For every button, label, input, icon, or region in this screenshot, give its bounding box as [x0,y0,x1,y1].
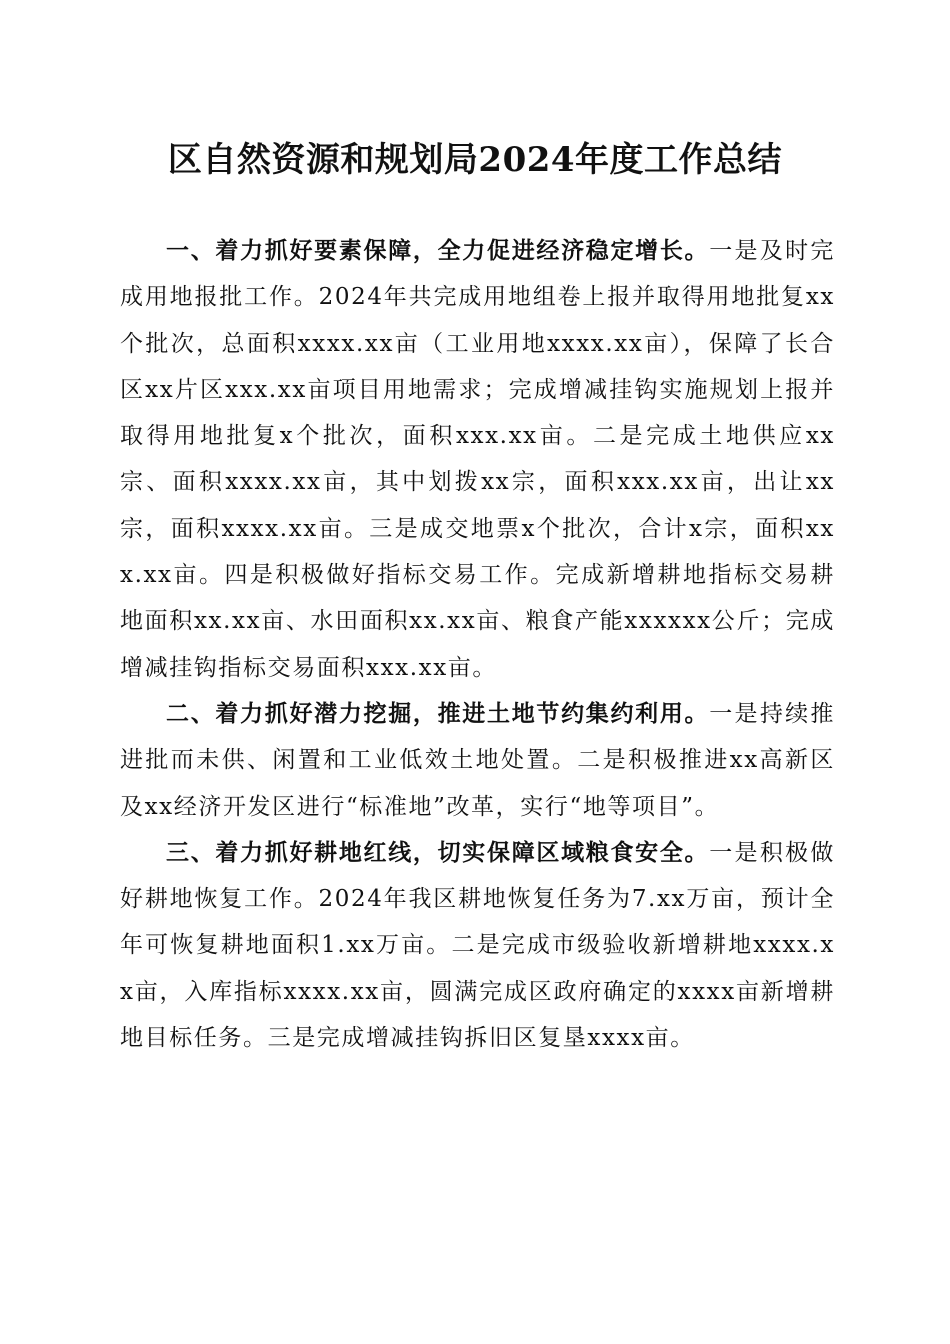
document-body [120,228,835,1061]
paragraph-3-heading: 三、着力抓好耕地红线，切实保障区域粮食安全。 [166,839,710,866]
paragraph-1-text: 一是及时完成用地报批工作。2024年共完成用地组卷上报并取得用地批复xx个批次，总面积xxxx.xx亩（工业用地xxxx.xx亩），保障了长合区xx片区xxx.xx亩项目用地需求；完成增减挂钩实施规划上报并取得用地批复x个批次，面积xxx.xx亩。二是完成土地供应xx宗、面积xxxx.xx亩，其中划拨xx宗，面积xxx.xx亩，出让xx宗，面积xxxx.xx亩。三是成交地票x个批次，合计x宗，面积xxx.xx亩。四是积极做好指标交易工作。完成新增耕地指标交易耕地面积xx.xx亩、水田面积xx.xx亩、粮食产能xxxxxx公斤；完成增减挂钩指标交易面积xxx.xx亩。 [120,238,836,681]
paragraph-3-text: 一是积极做好耕地恢复工作。2024年我区耕地恢复任务为7.xx万亩，预计全年可恢复耕地面积1.xx万亩。二是完成市级验收新增耕地xxxx.xx亩，入库指标xxxx.xx亩，圆满完成区政府确定的xxxx亩新增耕地目标任务。三是完成增减挂钩拆旧区复垦xxxx亩。 [120,839,836,1052]
paragraph-2-heading: 二、着力抓好潜力挖掘，推进土地节约集约利用。 [166,700,710,727]
paragraph-1-heading: 一、着力抓好要素保障，全力促进经济稳定增长。 [166,238,710,264]
paragraph-3 [120,830,835,1061]
paragraph-2-text: 一是持续推进批而未供、闲置和工业低效土地处置。二是积极推进xx高新区及xx经济开发区进行“标准地”改革，实行“地等项目”。 [120,700,836,820]
document-title: 区自然资源和规划局2024年度工作总结 [167,140,783,180]
paragraph-1 [120,228,835,691]
paragraph-2 [120,691,835,830]
